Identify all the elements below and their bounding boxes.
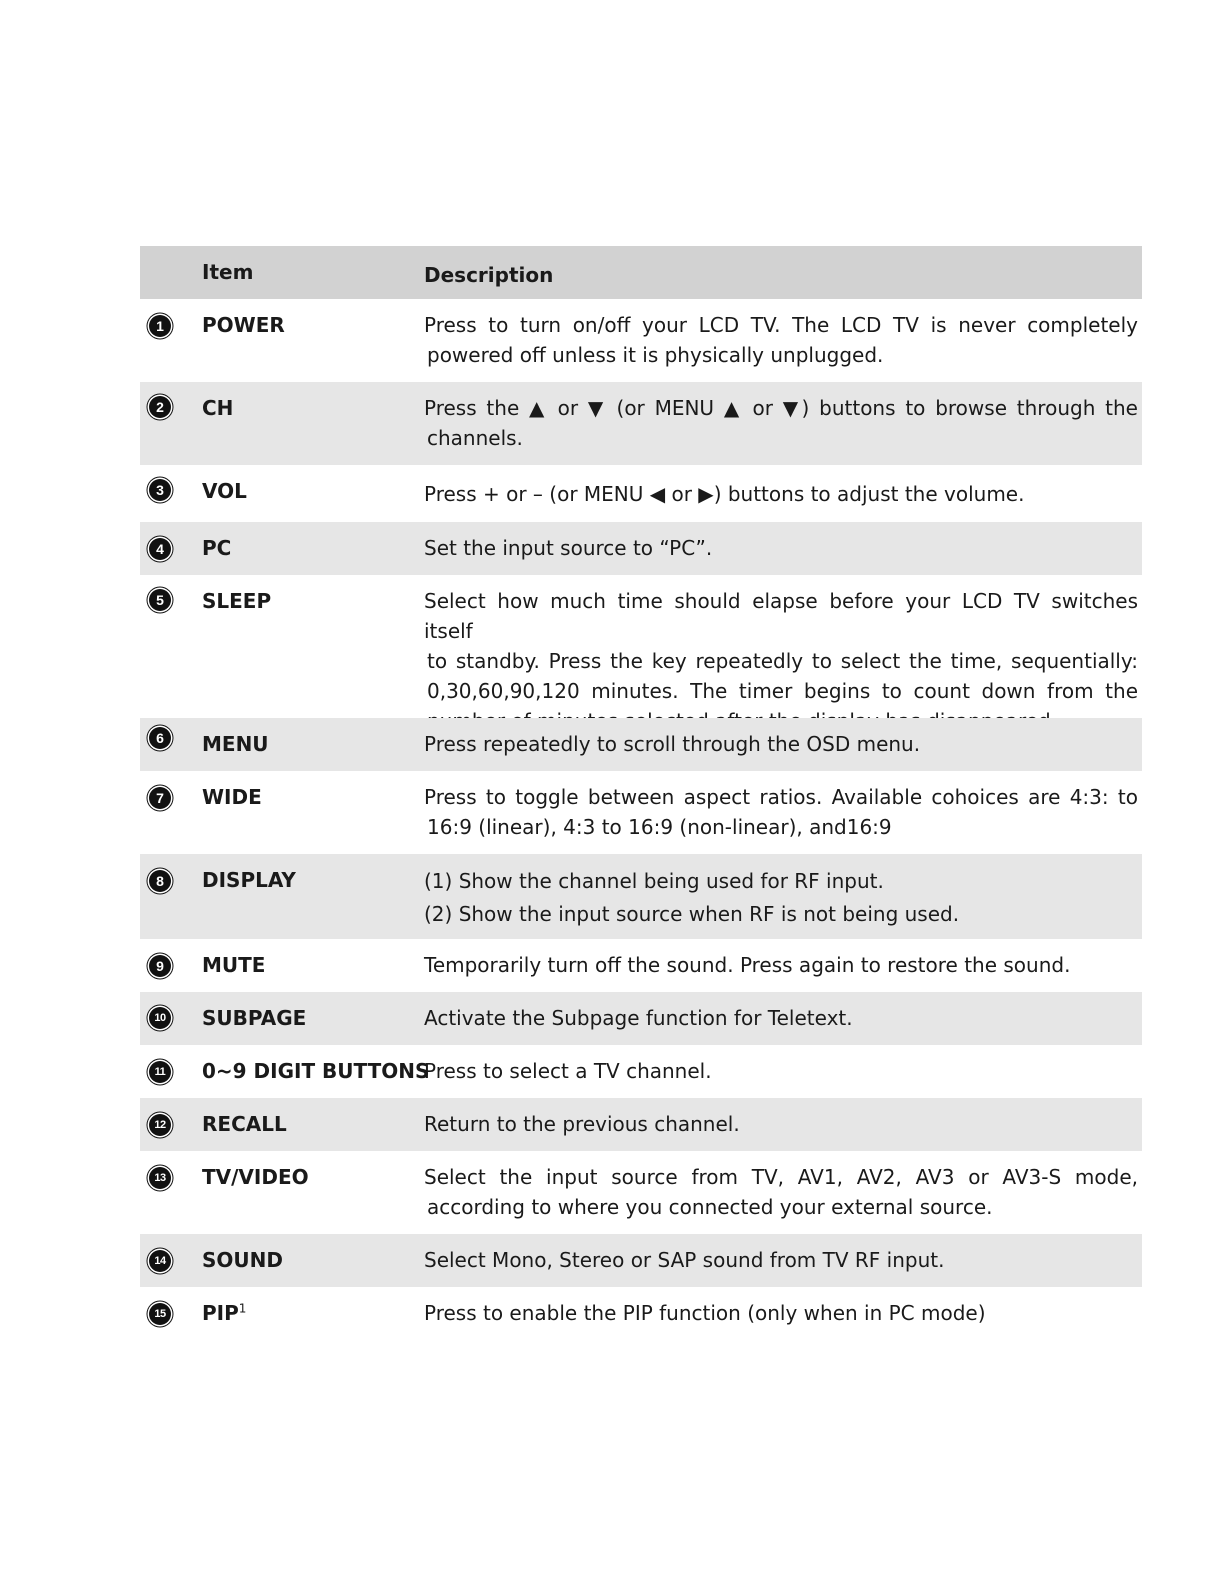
table-row	[140, 771, 1142, 854]
description-line: Select how much time should elapse before your LCD TV switches itself	[424, 589, 1138, 643]
description-menu	[424, 729, 1138, 759]
callout-5-icon: 5	[149, 589, 171, 611]
description-line: Set the input source to “PC”.	[424, 536, 713, 560]
callout-11-icon: 11	[149, 1061, 171, 1083]
table-row	[140, 718, 1142, 771]
table-row	[140, 575, 1142, 718]
table-row	[140, 854, 1142, 939]
item-vol: VOL	[202, 479, 247, 503]
description-display	[424, 865, 1138, 931]
item-recall: RECALL	[202, 1112, 287, 1136]
description-vol	[424, 479, 1138, 509]
item-ch: CH	[202, 396, 234, 420]
table-row	[140, 299, 1142, 382]
description-line: Press to toggle between aspect ratios. Available cohoices are 4:3: to	[424, 785, 1138, 809]
description-line: Press the ▲ or ▼ (or MENU ▲ or ▼) buttons to browse through the	[424, 396, 1138, 420]
callout-13-icon: 13	[149, 1167, 171, 1189]
callout-15-icon: 15	[149, 1303, 171, 1325]
description-recall	[424, 1109, 1138, 1139]
item-digit-buttons: 0~9 DIGIT BUTTONS	[202, 1059, 430, 1083]
table-row	[140, 1151, 1142, 1234]
table-row	[140, 1287, 1142, 1340]
item-wide: WIDE	[202, 785, 262, 809]
description-line: 16:9 (linear), 4:3 to 16:9 (non-linear), and16:9	[427, 815, 892, 839]
item-sleep: SLEEP	[202, 589, 272, 613]
item-sound: SOUND	[202, 1248, 283, 1272]
description-line: Select the input source from TV, AV1, AV2, AV3 or AV3-S mode,	[424, 1165, 1138, 1189]
description-line: Activate the Subpage function for Teletext.	[424, 1006, 853, 1030]
description-line: to standby. Press the key repeatedly to select the time, sequentially:	[427, 649, 1138, 673]
table-row	[140, 522, 1142, 575]
callout-8-icon: 8	[149, 870, 171, 892]
description-ch	[424, 393, 1138, 453]
description-pip	[424, 1298, 1138, 1328]
description-sleep	[424, 586, 1138, 736]
description-line: according to where you connected your external source.	[427, 1195, 993, 1219]
table-header	[140, 246, 1142, 299]
item-menu: MENU	[202, 732, 269, 756]
description-wide	[424, 782, 1138, 842]
table-row	[140, 1234, 1142, 1287]
callout-3-icon: 3	[149, 479, 171, 501]
callout-10-icon: 10	[149, 1007, 171, 1029]
description-line: Press to select a TV channel.	[424, 1059, 712, 1083]
header-description: Description	[424, 263, 554, 287]
description-line: Press + or – (or MENU ◀ or ▶) buttons to adjust the volume.	[424, 482, 1025, 506]
callout-14-icon: 14	[149, 1250, 171, 1272]
description-line: channels.	[427, 426, 523, 450]
description-line: (1) Show the channel being used for RF input.	[424, 869, 884, 893]
table-row	[140, 382, 1142, 465]
item-mute: MUTE	[202, 953, 266, 977]
header-item: Item	[202, 260, 254, 284]
callout-6-icon: 6	[149, 727, 171, 749]
table-row	[140, 939, 1142, 992]
description-line: Press repeatedly to scroll through the OSD menu.	[424, 732, 921, 756]
description-mute	[424, 950, 1138, 980]
description-line: (2) Show the input source when RF is not being used.	[424, 902, 960, 926]
description-tv-video	[424, 1162, 1138, 1222]
table-row	[140, 465, 1142, 522]
item-tv-video: TV/VIDEO	[202, 1165, 309, 1189]
callout-9-icon: 9	[149, 955, 171, 977]
callout-2-icon: 2	[149, 396, 171, 418]
callout-1-icon: 1	[149, 315, 171, 337]
description-line: 0,30,60,90,120 minutes. The timer begins to count down from the	[427, 679, 1138, 703]
description-digit-buttons	[424, 1056, 1138, 1086]
description-line: Return to the previous channel.	[424, 1112, 740, 1136]
description-sound	[424, 1245, 1138, 1275]
description-line: powered off unless it is physically unplugged.	[427, 343, 884, 367]
table-row	[140, 1045, 1142, 1098]
description-power	[424, 310, 1138, 370]
item-pc: PC	[202, 536, 232, 560]
callout-12-icon: 12	[149, 1114, 171, 1136]
footnote-marker: 1	[238, 1301, 247, 1316]
item-display: DISPLAY	[202, 868, 296, 892]
description-line: Press to turn on/off your LCD TV. The LCD TV is never completely	[424, 313, 1138, 337]
callout-4-icon: 4	[149, 538, 171, 560]
remote-buttons-table	[140, 246, 1142, 1340]
table-row	[140, 992, 1142, 1045]
item-subpage: SUBPAGE	[202, 1006, 307, 1030]
item-power: POWER	[202, 313, 285, 337]
description-line: Select Mono, Stereo or SAP sound from TV RF input.	[424, 1248, 945, 1272]
description-line: Press to enable the PIP function (only when in PC mode)	[424, 1301, 986, 1325]
item-pip-label: PIP	[202, 1301, 239, 1325]
description-subpage	[424, 1003, 1138, 1033]
description-line: Temporarily turn off the sound. Press again to restore the sound.	[424, 953, 1071, 977]
description-pc	[424, 533, 1138, 563]
table-row	[140, 1098, 1142, 1151]
callout-7-icon: 7	[149, 787, 171, 809]
item-pip	[202, 1301, 246, 1325]
